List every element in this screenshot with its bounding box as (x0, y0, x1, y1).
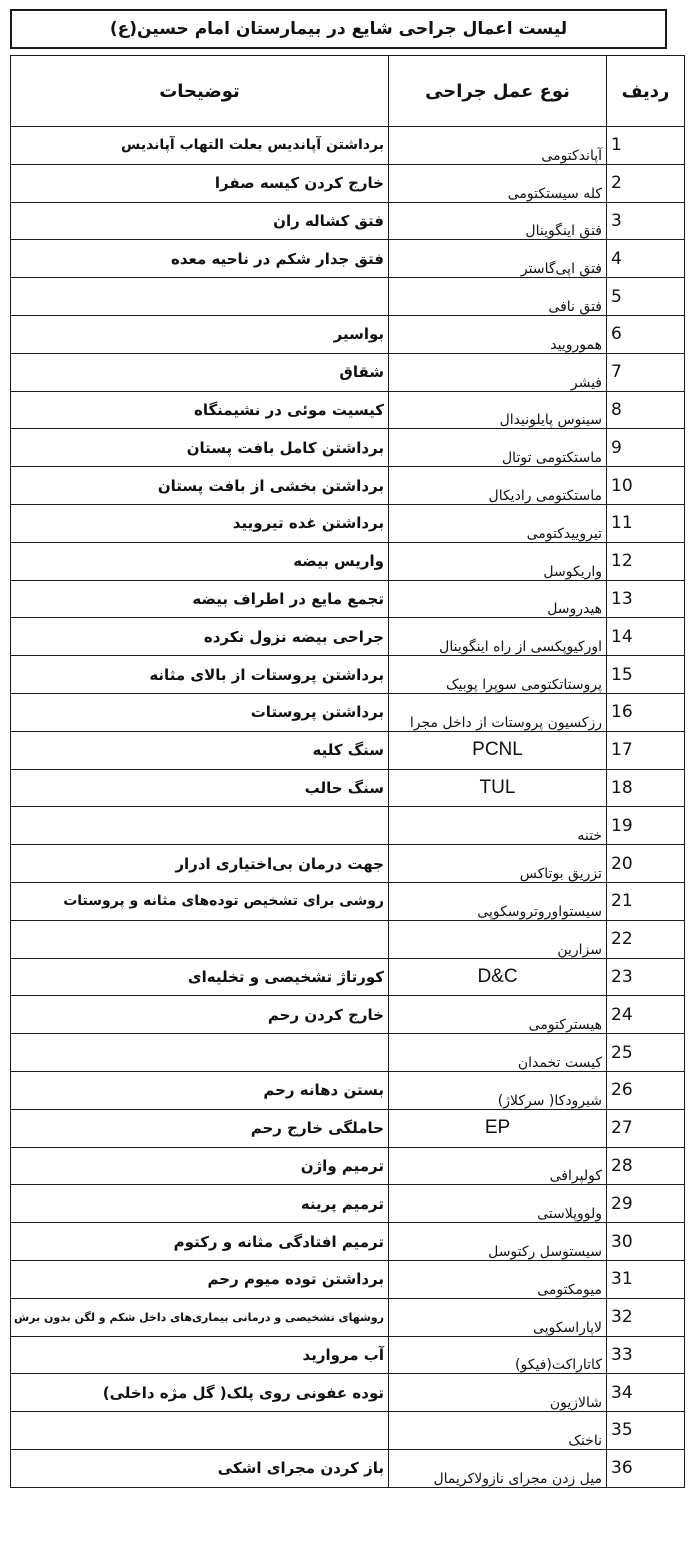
row-index: 14 (607, 618, 685, 656)
row-index: 26 (607, 1071, 685, 1109)
table-title: لیست اعمال جراحی شایع در بیمارستان امام حسین(ع) (109, 19, 568, 39)
row-index: 5 (607, 278, 685, 316)
surgery-type: اورکیوپکسی از راه اینگوینال (389, 618, 607, 656)
table-row (11, 1374, 685, 1412)
table-row (11, 429, 685, 467)
row-index: 15 (607, 656, 685, 694)
surgery-type: واریکوسل (389, 542, 607, 580)
table-row (11, 731, 685, 769)
table-row (11, 807, 685, 845)
surgery-type: شیرودکا( سرکلاژ) (389, 1071, 607, 1109)
surgery-type: TUL (389, 769, 607, 807)
surgery-type: همورویید (389, 315, 607, 353)
row-index: 4 (607, 240, 685, 278)
row-index: 23 (607, 958, 685, 996)
surgery-table (10, 55, 685, 1488)
table-title-box (10, 9, 667, 49)
surgery-type: شالازیون (389, 1374, 607, 1412)
surgery-type: فتق اپی‌گاستر (389, 240, 607, 278)
surgery-description: توده عفونی روی پلک( گل مژه داخلی) (11, 1374, 389, 1412)
surgery-type: D&C (389, 958, 607, 996)
row-index: 31 (607, 1260, 685, 1298)
surgery-description (11, 920, 389, 958)
row-index: 17 (607, 731, 685, 769)
surgery-description: برداشتن پروستات از بالای مثانه (11, 656, 389, 694)
row-index: 1 (607, 127, 685, 165)
surgery-type: سیستواوروتروسکوپی (389, 882, 607, 920)
row-index: 21 (607, 882, 685, 920)
table-row (11, 1412, 685, 1450)
surgery-description: سنگ حالب (11, 769, 389, 807)
surgery-description: کورتاژ تشخیصی و تخلیه‌ای (11, 958, 389, 996)
surgery-description: برداشتن بخشی از بافت پستان (11, 467, 389, 505)
surgery-description: برداشتن غده تیرویید (11, 504, 389, 542)
surgery-type: تزریق بوتاکس (389, 845, 607, 883)
surgery-description: تجمع مایع در اطراف بیضه (11, 580, 389, 618)
surgery-type: سینوس پایلونیدال (389, 391, 607, 429)
surgery-description: ترمیم واژن (11, 1147, 389, 1185)
surgery-type: رزکسیون پروستات از داخل مجرا (389, 693, 607, 731)
table-row (11, 504, 685, 542)
header-row (11, 56, 685, 127)
table-row (11, 1223, 685, 1261)
row-index: 24 (607, 996, 685, 1034)
row-index: 8 (607, 391, 685, 429)
table-row (11, 240, 685, 278)
surgery-description: خارج کردن رحم (11, 996, 389, 1034)
row-index: 33 (607, 1336, 685, 1374)
surgery-description: فتق کشاله ران (11, 202, 389, 240)
surgery-type: هیسترکتومی (389, 996, 607, 1034)
table-body (11, 127, 685, 1488)
surgery-description: ترمیم افتادگی مثانه و رکتوم (11, 1223, 389, 1261)
row-index: 28 (607, 1147, 685, 1185)
surgery-description: برداشتن توده میوم رحم (11, 1260, 389, 1298)
surgery-description (11, 1034, 389, 1072)
surgery-description: جراحی بیضه نزول نکرده (11, 618, 389, 656)
table-row (11, 996, 685, 1034)
surgery-type: پروستاتکتومی سوپرا پوبیک (389, 656, 607, 694)
surgery-type: فتق نافی (389, 278, 607, 316)
surgery-description: برداشتن کامل بافت پستان (11, 429, 389, 467)
surgery-type: ناخنک (389, 1412, 607, 1450)
table-row (11, 1034, 685, 1072)
surgery-type: میل زدن مجرای نازولاکریمال (389, 1449, 607, 1487)
surgery-type: EP (389, 1109, 607, 1147)
row-index: 20 (607, 845, 685, 883)
row-index: 7 (607, 353, 685, 391)
table-row (11, 1147, 685, 1185)
row-index: 11 (607, 504, 685, 542)
table-row (11, 1071, 685, 1109)
surgery-description: باز کردن مجرای اشکی (11, 1449, 389, 1487)
table-row (11, 618, 685, 656)
surgery-type: ولووپلاستی (389, 1185, 607, 1223)
table-row (11, 353, 685, 391)
row-index: 25 (607, 1034, 685, 1072)
table-row (11, 1109, 685, 1147)
table-row (11, 1336, 685, 1374)
table-row (11, 278, 685, 316)
table-row (11, 1449, 685, 1487)
surgery-description: آب مروارید (11, 1336, 389, 1374)
table-row (11, 542, 685, 580)
row-index: 29 (607, 1185, 685, 1223)
surgery-type: آپاندکتومی (389, 127, 607, 165)
surgery-type: فتق اینگوینال (389, 202, 607, 240)
row-index: 6 (607, 315, 685, 353)
surgery-description (11, 1412, 389, 1450)
surgery-description: بستن دهانه رحم (11, 1071, 389, 1109)
surgery-description: روشهای تشخیصی و درمانی بیماری‌های داخل شکم و لگن بدون برش (11, 1298, 389, 1336)
row-index: 22 (607, 920, 685, 958)
surgery-description: جهت درمان بی‌اختیاری ادرار (11, 845, 389, 883)
surgery-type: سیستوسل رکتوسل (389, 1223, 607, 1261)
row-index: 13 (607, 580, 685, 618)
table-row (11, 315, 685, 353)
surgery-description: روشی برای تشخیص توده‌های مثانه و پروستات (11, 882, 389, 920)
surgery-type: تیروییدکتومی (389, 504, 607, 542)
table-row (11, 127, 685, 165)
surgery-description (11, 278, 389, 316)
surgery-description: سنگ کلیه (11, 731, 389, 769)
surgery-type: کولپرافی (389, 1147, 607, 1185)
row-index: 35 (607, 1412, 685, 1450)
header-description: توضیحات (11, 56, 389, 127)
surgery-description: برداشتن آپاندیس بعلت التهاب آپاندیس (11, 127, 389, 165)
table-row (11, 656, 685, 694)
surgery-description: فتق جدار شکم در ناحیه معده (11, 240, 389, 278)
row-index: 16 (607, 693, 685, 731)
row-index: 10 (607, 467, 685, 505)
row-index: 30 (607, 1223, 685, 1261)
row-index: 32 (607, 1298, 685, 1336)
surgery-description: کیسیت موئی در نشیمنگاه (11, 391, 389, 429)
header-type: نوع عمل جراحی (389, 56, 607, 127)
row-index: 36 (607, 1449, 685, 1487)
surgery-type: کله سیستکتومی (389, 164, 607, 202)
surgery-type: هیدروسل (389, 580, 607, 618)
surgery-description: حاملگی خارج رحم (11, 1109, 389, 1147)
row-index: 34 (607, 1374, 685, 1412)
surgery-type: ماستکتومی رادیکال (389, 467, 607, 505)
surgery-description (11, 807, 389, 845)
table-row (11, 1185, 685, 1223)
surgery-type: میومکتومی (389, 1260, 607, 1298)
surgery-type: کیست تخمدان (389, 1034, 607, 1072)
surgery-type: ماستکتومی توتال (389, 429, 607, 467)
table-row (11, 1260, 685, 1298)
surgery-description: شقاق (11, 353, 389, 391)
table-row (11, 580, 685, 618)
table-row (11, 1298, 685, 1336)
table-row (11, 164, 685, 202)
table-row (11, 202, 685, 240)
row-index: 3 (607, 202, 685, 240)
row-index: 2 (607, 164, 685, 202)
table-row (11, 693, 685, 731)
row-index: 18 (607, 769, 685, 807)
table-row (11, 958, 685, 996)
row-index: 12 (607, 542, 685, 580)
surgery-description: خارج کردن کیسه صفرا (11, 164, 389, 202)
table-row (11, 391, 685, 429)
surgery-type: لاپاراسکوپی (389, 1298, 607, 1336)
surgery-type: کاتاراکت(فیکو) (389, 1336, 607, 1374)
surgery-description: ترمیم پرینه (11, 1185, 389, 1223)
table-row (11, 845, 685, 883)
table-row (11, 882, 685, 920)
surgery-type: فیشر (389, 353, 607, 391)
row-index: 19 (607, 807, 685, 845)
surgery-description: واریس بیضه (11, 542, 389, 580)
header-index: ردیف (607, 56, 685, 127)
row-index: 9 (607, 429, 685, 467)
surgery-description: برداشتن پروستات (11, 693, 389, 731)
table-row (11, 467, 685, 505)
surgery-type: سزارین (389, 920, 607, 958)
row-index: 27 (607, 1109, 685, 1147)
surgery-description: بواسیر (11, 315, 389, 353)
surgery-type: PCNL (389, 731, 607, 769)
table-row (11, 769, 685, 807)
table-row (11, 920, 685, 958)
surgery-type: ختنه (389, 807, 607, 845)
